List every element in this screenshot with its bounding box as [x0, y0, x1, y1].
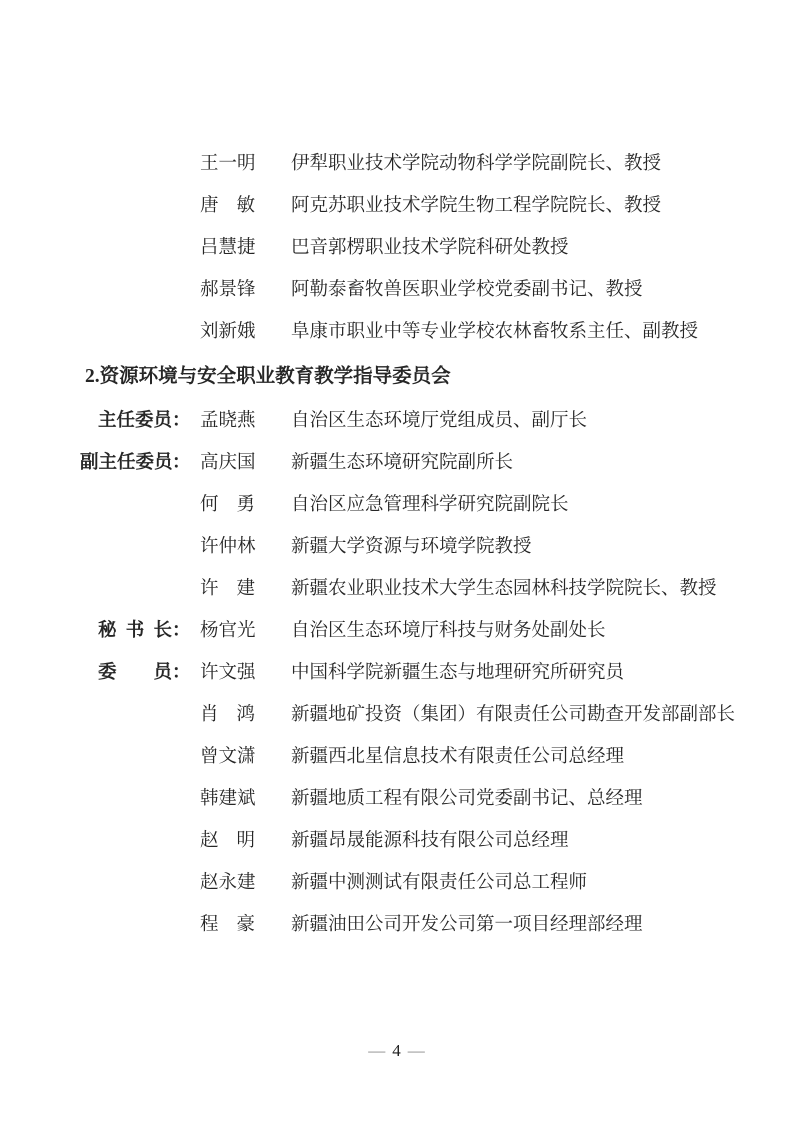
member-title: 新疆地矿投资（集团）有限责任公司勘查开发部副部长	[291, 705, 736, 725]
member-name: 吕慧捷	[200, 238, 256, 258]
member-name: 曾文潇	[200, 747, 256, 767]
member-title: 伊犁职业技术学院动物科学学院副院长、教授	[291, 154, 662, 174]
member-name: 肖鸿	[200, 705, 255, 725]
member-name: 孟晓燕	[200, 411, 256, 431]
continued-member-list	[0, 143, 793, 353]
member-name: 赵明	[200, 831, 255, 851]
member-name: 刘新娥	[200, 322, 256, 342]
member-title: 新疆昂晟能源科技有限公司总经理	[291, 831, 569, 851]
member-row	[0, 610, 793, 652]
role-slot	[80, 400, 200, 442]
role-slot	[80, 652, 200, 694]
member-row	[0, 820, 793, 862]
member-name: 许文强	[200, 663, 256, 683]
member-row	[0, 694, 793, 736]
member-row	[0, 526, 793, 568]
role-label: 秘书长	[98, 621, 172, 641]
member-row	[0, 143, 793, 185]
member-title: 阿勒泰畜牧兽医职业学校党委副书记、教授	[291, 280, 643, 300]
member-row	[0, 568, 793, 610]
member-name: 程豪	[200, 915, 255, 935]
role-colon: ：	[172, 621, 191, 641]
page-footer	[0, 1038, 793, 1064]
footer-right-dash: —	[407, 1041, 425, 1060]
section-heading: 2.资源环境与安全职业教育教学指导委员会	[85, 366, 451, 387]
member-name: 唐敏	[200, 196, 255, 216]
role-label: 副主任委员	[80, 453, 173, 473]
member-row	[0, 484, 793, 526]
role-colon: ：	[172, 453, 191, 473]
member-name: 赵永建	[200, 873, 256, 893]
member-name: 许仲林	[200, 537, 256, 557]
member-row	[0, 904, 793, 946]
member-row	[0, 862, 793, 904]
member-row	[0, 442, 793, 484]
footer-left-dash: —	[368, 1041, 386, 1060]
member-title: 自治区生态环境厅科技与财务处副处长	[291, 621, 606, 641]
member-title: 巴音郭楞职业技术学院科研处教授	[291, 238, 569, 258]
member-title: 新疆中测测试有限责任公司总工程师	[291, 873, 588, 893]
member-title: 新疆地质工程有限公司党委副书记、总经理	[291, 789, 643, 809]
member-title: 自治区应急管理科学研究院副院长	[291, 495, 569, 515]
member-title: 新疆农业职业技术大学生态园林科技学院院长、教授	[291, 579, 717, 599]
role-slot	[80, 442, 200, 484]
role-label: 主任委员	[98, 411, 173, 431]
role-label: 委员	[98, 663, 172, 683]
member-name: 高庆国	[200, 453, 256, 473]
member-title: 中国科学院新疆生态与地理研究所研究员	[291, 663, 625, 683]
member-name: 杨官光	[200, 621, 256, 641]
role-colon: ：	[172, 411, 191, 431]
member-row	[0, 185, 793, 227]
member-row	[0, 311, 793, 353]
member-row	[0, 736, 793, 778]
member-title: 阜康市职业中等专业学校农林畜牧系主任、副教授	[291, 322, 699, 342]
member-row	[0, 269, 793, 311]
member-title: 自治区生态环境厅党组成员、副厅长	[291, 411, 588, 431]
role-colon: ：	[172, 663, 191, 683]
member-title: 新疆大学资源与环境学院教授	[291, 537, 532, 557]
committee-member-list	[0, 400, 793, 946]
member-row	[0, 778, 793, 820]
member-name: 郝景锋	[200, 280, 256, 300]
member-title: 新疆油田公司开发公司第一项目经理部经理	[291, 915, 643, 935]
member-name: 韩建斌	[200, 789, 256, 809]
member-name: 王一明	[200, 154, 256, 174]
member-title: 阿克苏职业技术学院生物工程学院院长、教授	[291, 196, 662, 216]
member-name: 何勇	[200, 495, 255, 515]
member-row	[0, 400, 793, 442]
page-number: 4	[392, 1041, 401, 1060]
role-slot	[80, 610, 200, 652]
member-name: 许建	[200, 579, 255, 599]
member-title: 新疆生态环境研究院副所长	[291, 453, 514, 473]
member-row	[0, 227, 793, 269]
member-row	[0, 652, 793, 694]
member-title: 新疆西北星信息技术有限责任公司总经理	[291, 747, 625, 767]
